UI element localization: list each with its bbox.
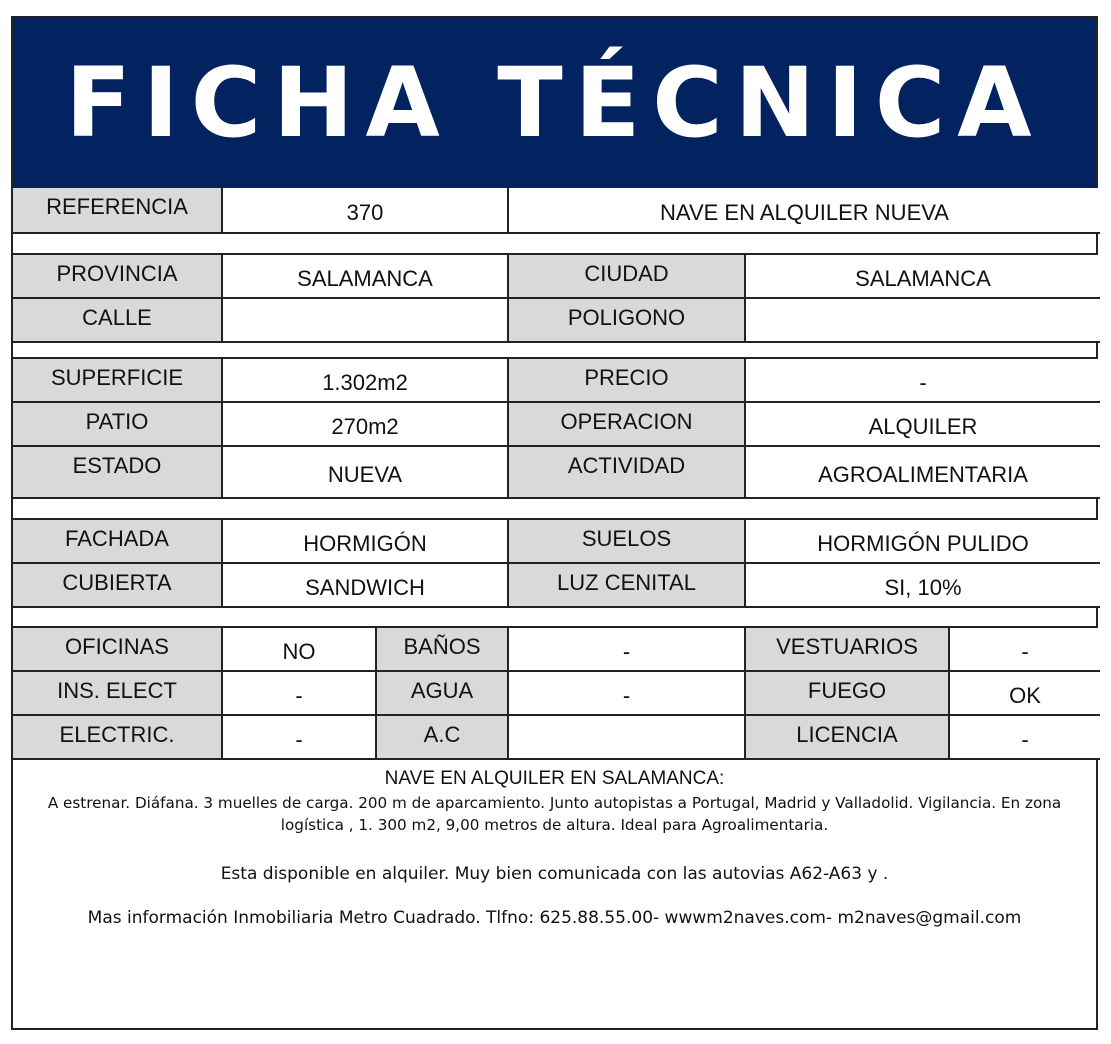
section-spacer <box>13 234 1096 255</box>
label-ac: A.C <box>377 716 509 760</box>
label-estado: ESTADO <box>13 447 223 499</box>
label-fuego: FUEGO <box>746 672 950 716</box>
label-provincia: PROVINCIA <box>13 255 223 299</box>
value-actividad: AGROALIMENTARIA <box>746 447 1100 499</box>
value-provincia: SALAMANCA <box>223 255 509 299</box>
value-banos: - <box>509 628 746 672</box>
label-fachada: FACHADA <box>13 520 223 564</box>
description-body: A estrenar. Diáfana. 3 muelles de carga. 200 m de aparcamiento. Junto autopistas a Portugal, Madrid y Valladolid. Vigilancia. En zona logística , 1. 300 m2, 9,00 metros de altura. Ideal para Agroalimentaria. <box>47 794 1062 834</box>
availability-text: Esta disponible en alquiler. Muy bien comunicada con las autovias A62-A63 y . <box>220 864 889 884</box>
row-electric <box>13 716 1096 760</box>
value-ac <box>509 716 746 760</box>
label-vestuarios: VESTUARIOS <box>746 628 950 672</box>
row-superficie <box>13 359 1096 403</box>
contact-text: Mas información Inmobiliaria Metro Cuadrado. Tlfno: 625.88.55.00- wwwm2naves.com- m2naves@gmail.com <box>87 908 1022 928</box>
value-fuego: OK <box>950 672 1100 716</box>
value-oficinas: NO <box>223 628 377 672</box>
section-spacer <box>13 608 1096 628</box>
value-cubierta: SANDWICH <box>223 564 509 608</box>
value-electric: - <box>223 716 377 760</box>
label-superficie: SUPERFICIE <box>13 359 223 403</box>
page-title: FICHA TÉCNICA <box>65 47 1044 159</box>
label-precio: PRECIO <box>509 359 746 403</box>
label-poligono: POLIGONO <box>509 299 746 343</box>
value-agua: - <box>509 672 746 716</box>
value-licencia: - <box>950 716 1100 760</box>
label-actividad: ACTIVIDAD <box>509 447 746 499</box>
label-patio: PATIO <box>13 403 223 447</box>
value-calle <box>223 299 509 343</box>
label-ins-elect: INS. ELECT <box>13 672 223 716</box>
row-fachada <box>13 520 1096 564</box>
value-precio: - <box>746 359 1100 403</box>
value-poligono <box>746 299 1100 343</box>
label-referencia: REFERENCIA <box>13 188 223 234</box>
label-electric: ELECTRIC. <box>13 716 223 760</box>
section-spacer <box>13 499 1096 520</box>
row-cubierta <box>13 564 1096 608</box>
description-block <box>13 762 1096 928</box>
header-banner <box>13 18 1096 188</box>
row-ins-elect <box>13 672 1096 716</box>
value-referencia: 370 <box>223 188 509 234</box>
row-calle <box>13 299 1096 343</box>
value-operacion: ALQUILER <box>746 403 1100 447</box>
label-banos: BAÑOS <box>377 628 509 672</box>
value-property-type: NAVE EN ALQUILER NUEVA <box>509 188 1100 234</box>
value-ins-elect: - <box>223 672 377 716</box>
row-referencia <box>13 188 1096 234</box>
value-ciudad: SALAMANCA <box>746 255 1100 299</box>
label-oficinas: OFICINAS <box>13 628 223 672</box>
label-operacion: OPERACION <box>509 403 746 447</box>
row-provincia <box>13 255 1096 299</box>
description-title: NAVE EN ALQUILER EN SALAMANCA: <box>384 768 725 789</box>
label-suelos: SUELOS <box>509 520 746 564</box>
value-estado: NUEVA <box>223 447 509 499</box>
label-cubierta: CUBIERTA <box>13 564 223 608</box>
label-licencia: LICENCIA <box>746 716 950 760</box>
row-oficinas <box>13 628 1096 672</box>
value-suelos: HORMIGÓN PULIDO <box>746 520 1100 564</box>
row-estado <box>13 447 1096 499</box>
value-fachada: HORMIGÓN <box>223 520 509 564</box>
label-luz-cenital: LUZ CENITAL <box>509 564 746 608</box>
section-spacer <box>13 343 1096 359</box>
value-luz-cenital: SI, 10% <box>746 564 1100 608</box>
label-ciudad: CIUDAD <box>509 255 746 299</box>
value-vestuarios: - <box>950 628 1100 672</box>
ficha-tecnica-sheet <box>11 16 1098 1030</box>
label-agua: AGUA <box>377 672 509 716</box>
value-patio: 270m2 <box>223 403 509 447</box>
row-patio <box>13 403 1096 447</box>
value-superficie: 1.302m2 <box>223 359 509 403</box>
label-calle: CALLE <box>13 299 223 343</box>
